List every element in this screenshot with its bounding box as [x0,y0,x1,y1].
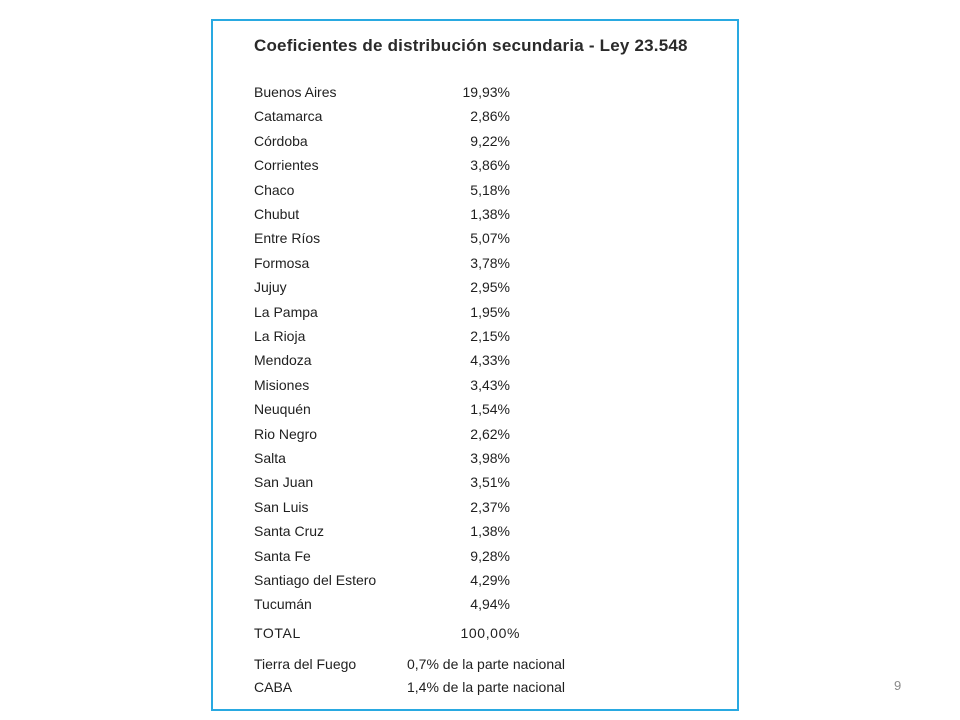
province-percentage: 2,95% [470,279,510,296]
province-percentage: 1,95% [470,303,510,320]
province-name: Mendoza [254,352,312,369]
province-name: Santa Cruz [254,523,325,540]
province-percentage: 1,54% [470,401,510,418]
province-percentage: 2,37% [470,498,510,515]
province-name: Corrientes [254,157,319,174]
province-name: Chubut [254,206,300,222]
province-name: Rio Negro [254,425,318,442]
note-name: CABA [254,679,293,695]
document-title: Coeficientes de distribución secundaria - Ley 23.548 [254,36,688,55]
province-name: Chaco [254,181,295,198]
province-percentage: 9,22% [470,132,510,149]
province-name: Santa Fe [254,547,311,564]
province-name: Catamarca [254,108,323,125]
note-name: Tierra del Fuego [254,656,357,672]
page-number: 9 [894,678,902,693]
province-percentage: 4,94% [470,596,510,613]
total-label: TOTAL [254,625,301,641]
province-percentage: 2,86% [470,108,510,125]
province-name: Entre Ríos [254,230,321,247]
province-percentage: 3,43% [470,376,510,393]
province-percentage: 2,15% [470,328,510,344]
province-name: La Rioja [254,328,306,344]
province-percentage: 3,98% [470,450,510,466]
province-name: Jujuy [254,279,287,296]
province-percentage: 3,51% [470,474,510,491]
province-percentage: 3,86% [470,157,510,174]
province-percentage: 1,38% [470,523,510,540]
province-name: Misiones [254,376,310,393]
province-name: Santiago del Estero [254,572,377,588]
province-percentage: 3,78% [470,254,510,271]
province-percentage: 5,18% [470,181,510,198]
province-name: San Juan [254,474,314,491]
note-description: 1,4% de la parte nacional [407,679,565,695]
province-percentage: 19,93% [462,84,510,100]
province-percentage: 4,29% [470,572,510,588]
note-description: 0,7% de la parte nacional [407,656,565,672]
province-name: Córdoba [254,132,308,149]
province-percentage: 2,62% [470,425,510,442]
total-value: 100,00% [460,625,520,641]
province-name: La Pampa [254,303,318,320]
province-percentage: 9,28% [470,547,510,564]
province-percentage: 4,33% [470,352,510,369]
province-name: Salta [254,450,286,466]
province-name: Tucumán [254,596,312,613]
province-name: Formosa [254,254,310,271]
province-name: Neuquén [254,401,311,418]
province-percentage: 5,07% [470,230,510,247]
province-name: Buenos Aires [254,84,337,100]
province-percentage: 1,38% [470,206,510,222]
province-name: San Luis [254,498,309,515]
